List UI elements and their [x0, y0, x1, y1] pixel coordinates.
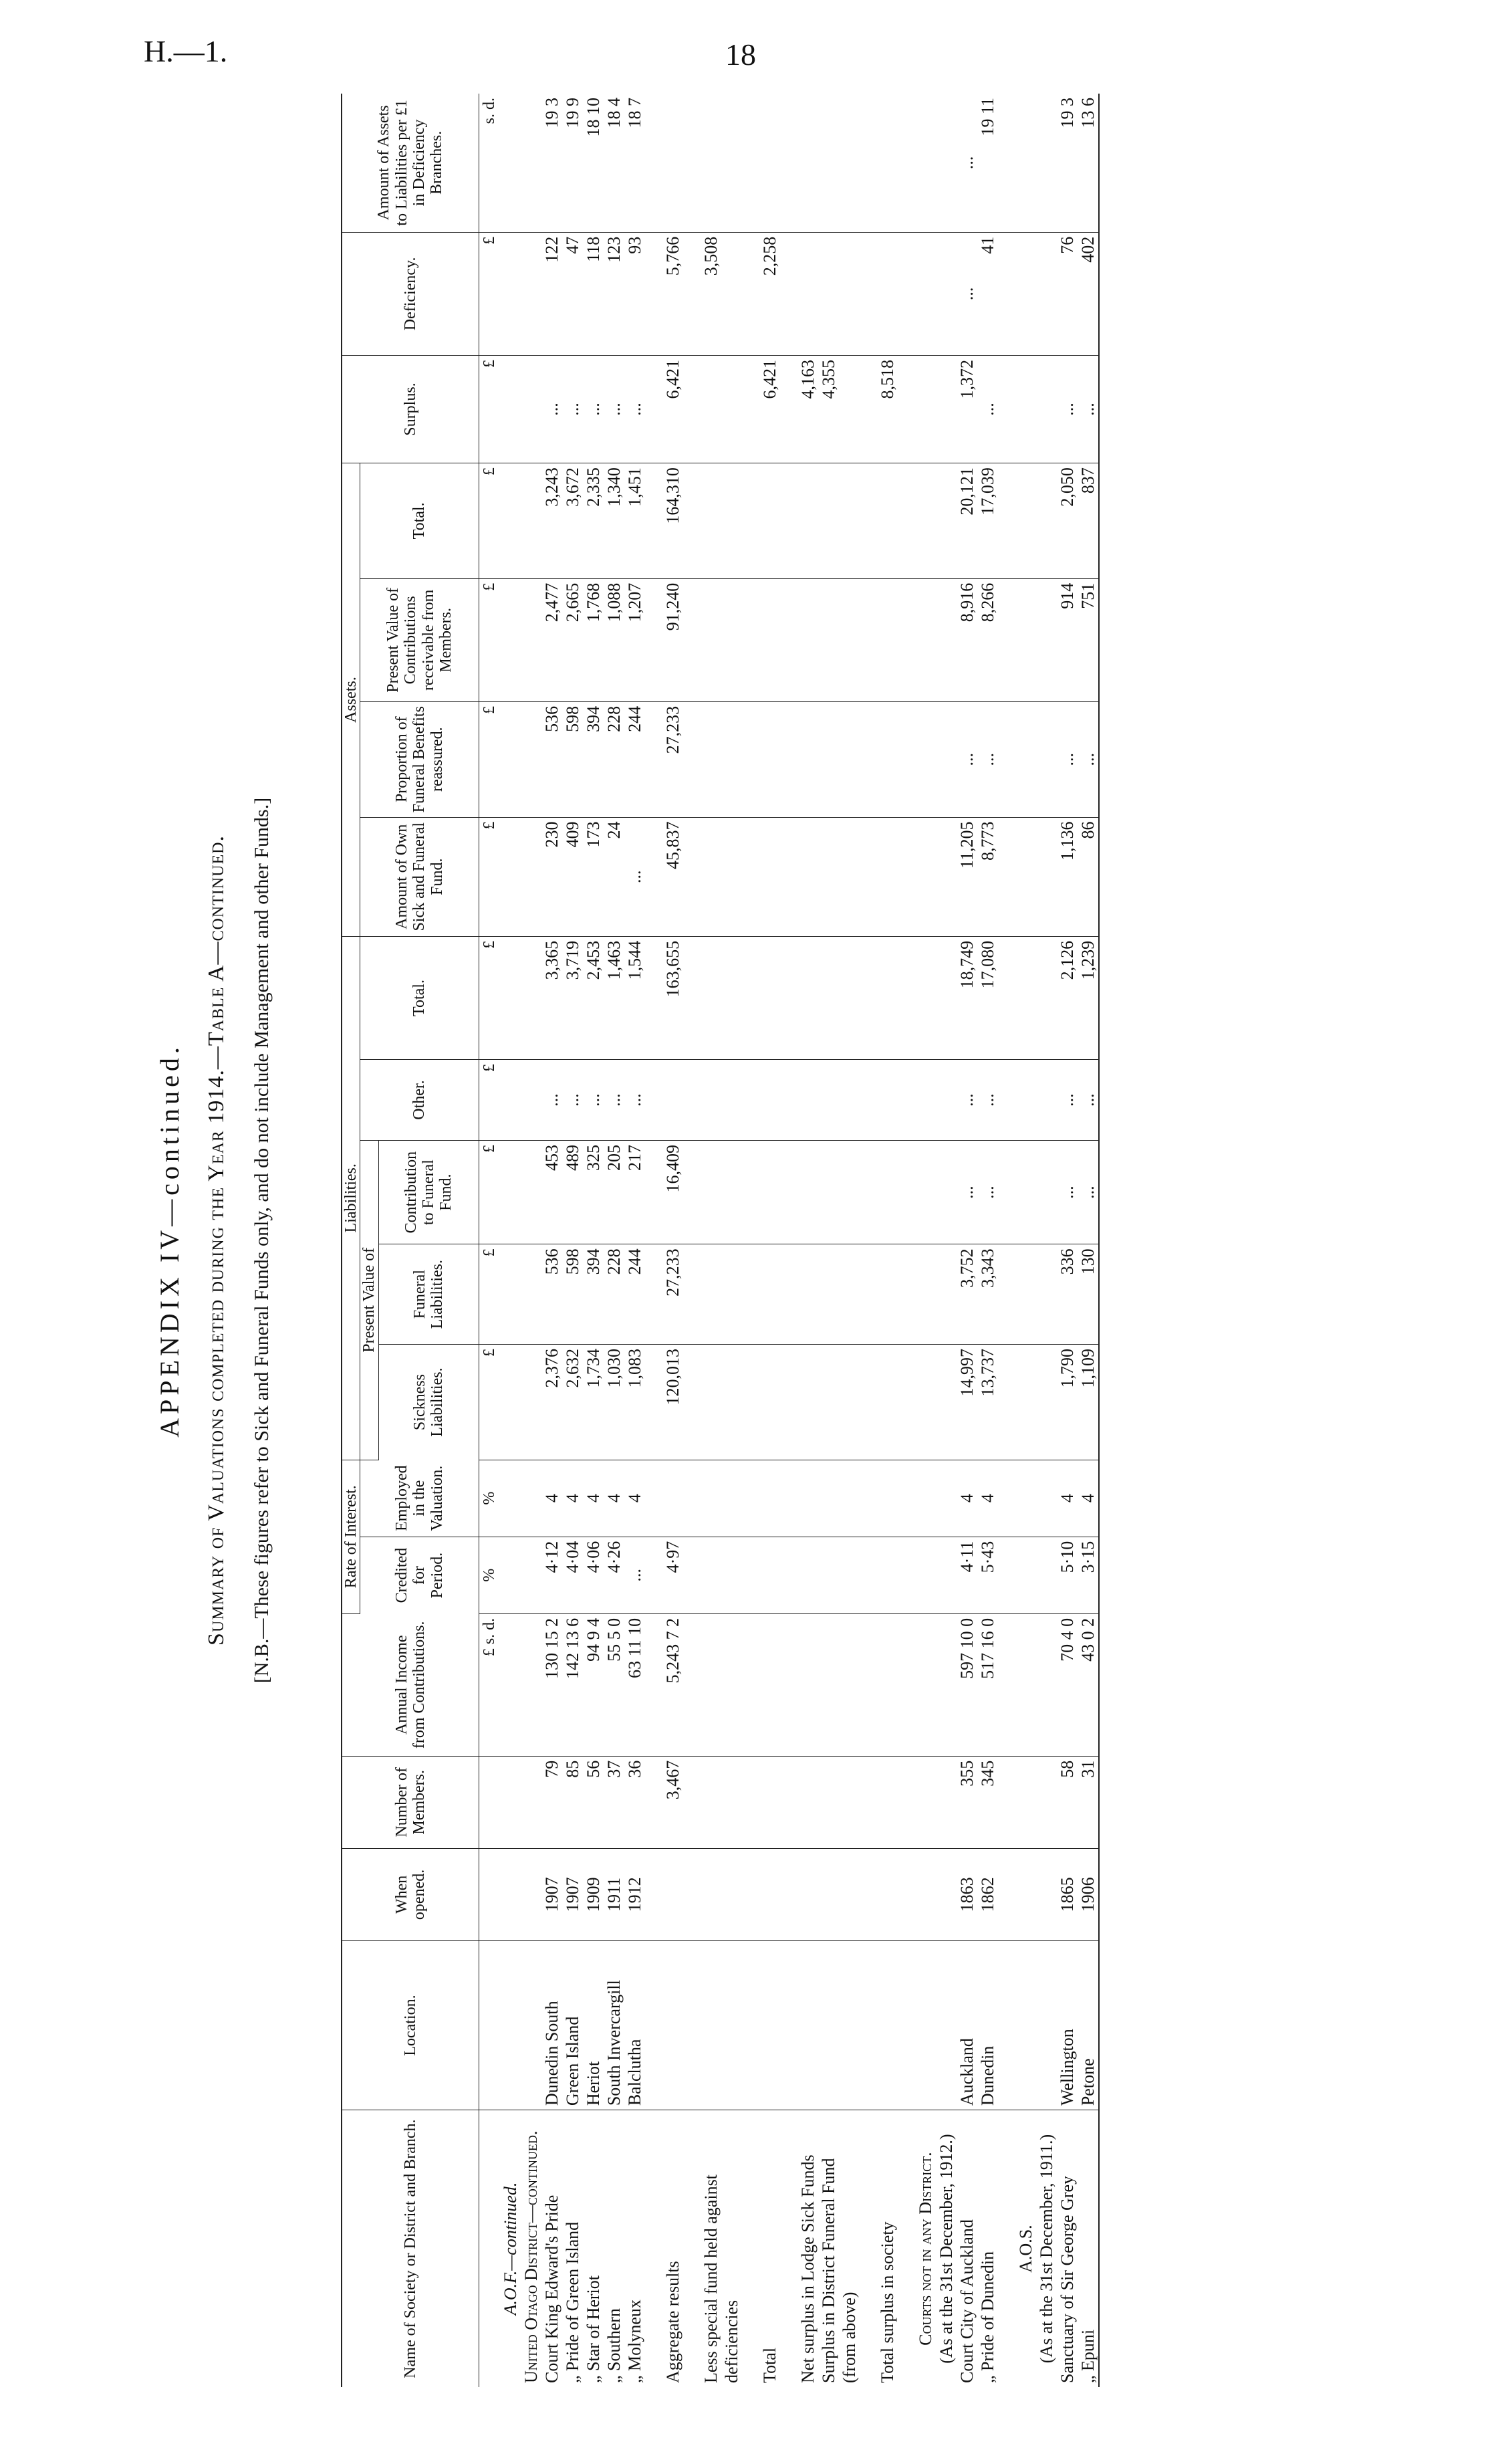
row-employed: 4 — [624, 1460, 645, 1537]
row-opened: 1911 — [604, 1848, 624, 1940]
row-contribution: 217 — [624, 1140, 645, 1244]
row-sickness: 1,109 — [1078, 1344, 1099, 1460]
row-surplus: ... — [977, 355, 998, 463]
row-employed: 4 — [583, 1460, 604, 1537]
section-united: United Otago District—continued. — [521, 2130, 541, 2383]
row-per-pound: 19 11 — [977, 94, 998, 232]
row-own-fund: 24 — [604, 817, 624, 936]
col-assets: Assets. — [342, 463, 360, 937]
unit: £ — [479, 1060, 500, 1141]
row-own-fund: 11,205 — [957, 817, 977, 936]
row-contribution: 453 — [541, 1140, 562, 1244]
special-fund-row — [701, 94, 742, 2387]
col-proportion: Proportion of Funeral Benefits reassured. — [360, 701, 479, 817]
row-funeral: 130 — [1078, 1244, 1099, 1345]
row-income: 142 13 6 — [562, 1613, 583, 1756]
row-opened: 1907 — [541, 1848, 562, 1940]
note: [N.B.—These figures refer to Sick and Funeral Funds only, and do not include Management and other Funds.] — [251, 797, 273, 1684]
page-number: 18 — [725, 37, 756, 72]
row-other: ... — [562, 1060, 583, 1141]
row-contribution: ... — [977, 1140, 998, 1244]
row-own-fund: 230 — [541, 817, 562, 936]
row-contribution: ... — [957, 1140, 977, 1244]
col-deficiency: Deficiency. — [342, 232, 479, 355]
section-aos: A.O.S. — [1015, 2225, 1035, 2273]
unit: £ — [479, 701, 500, 817]
row-liab-total: 17,080 — [977, 936, 998, 1059]
row-income: 43 0 2 — [1078, 1613, 1099, 1756]
row-employed: 4 — [541, 1460, 562, 1537]
row-per-pound: 13 6 — [1078, 94, 1099, 232]
row-income: 597 10 0 — [957, 1613, 977, 1756]
row-income: 55 5 0 — [604, 1613, 624, 1756]
row-sickness: 2,632 — [562, 1344, 583, 1460]
row-employed: 4 — [562, 1460, 583, 1537]
row-other: ... — [1078, 1060, 1099, 1141]
row-asset-total: 1,451 — [624, 463, 645, 579]
aggregate-members: 3,467 — [662, 1756, 683, 1848]
row-contribution: 325 — [583, 1140, 604, 1244]
row-deficiency: 47 — [562, 232, 583, 355]
row-per-pound: 19 9 — [562, 94, 583, 232]
row-sickness: 1,083 — [624, 1344, 645, 1460]
row-surplus: ... — [624, 355, 645, 463]
section-aos-date: (As at the 31st December, 1911.) — [1036, 2134, 1056, 2364]
table-row — [957, 94, 977, 2387]
section-courts-date: (As at the 31st December, 1912.) — [936, 2134, 956, 2364]
row-funeral: 3,343 — [977, 1244, 998, 1345]
col-funeral: Funeral Liabilities. — [378, 1244, 479, 1345]
row-asset-total: 3,243 — [541, 463, 562, 579]
row-opened: 1863 — [957, 1848, 977, 1940]
row-other: ... — [583, 1060, 604, 1141]
col-surplus: Surplus. — [342, 355, 479, 463]
row-per-pound: ... — [957, 94, 977, 232]
row-own-fund: 1,136 — [1057, 817, 1078, 936]
row-liab-total: 18,749 — [957, 936, 977, 1059]
table-row — [562, 94, 583, 2387]
row-deficiency: 402 — [1078, 232, 1099, 355]
district-surplus-value: 4,355 — [818, 355, 860, 463]
unit: £ s. d. — [479, 1613, 500, 1756]
row-income: 94 9 4 — [583, 1613, 604, 1756]
row-name: „ Southern — [604, 2308, 624, 2383]
row-liab-total: 2,453 — [583, 936, 604, 1059]
section-aof: A.O.F.—continued. — [500, 2182, 520, 2316]
row-proportion: ... — [957, 701, 977, 817]
unit: £ — [479, 232, 500, 355]
row-income: 517 16 0 — [977, 1613, 998, 1756]
row-name: „ Epuni — [1078, 2110, 1099, 2387]
row-employed: 4 — [1078, 1460, 1099, 1537]
row-asset-total: 17,039 — [977, 463, 998, 579]
row-credited: 5·43 — [977, 1537, 998, 1613]
unit: s. d. — [479, 94, 500, 232]
col-present-value: Present Value of — [360, 1140, 378, 1460]
row-funeral: 336 — [1057, 1244, 1078, 1345]
society-total-label: Total surplus in society — [877, 2221, 897, 2383]
row-asset-total: 2,335 — [583, 463, 604, 579]
row-own-fund: 86 — [1078, 817, 1099, 936]
row-liab-total: 3,719 — [562, 936, 583, 1059]
col-income: Annual Income from Contributions. — [342, 1613, 479, 1756]
row-pv-contrib: 8,916 — [957, 578, 977, 701]
row-per-pound: 18 10 — [583, 94, 604, 232]
row-asset-total: 2,050 — [1057, 463, 1078, 579]
row-proportion: ... — [977, 701, 998, 817]
total-deficiency: 2,258 — [759, 232, 780, 355]
unit: £ — [479, 936, 500, 1059]
row-own-fund: 8,773 — [977, 817, 998, 936]
rotated-page-body — [140, 94, 1444, 2387]
units-row — [479, 94, 500, 2387]
row-income: 70 4 0 — [1057, 1613, 1078, 1756]
row-name: Court City of Auckland — [957, 2219, 977, 2383]
col-liab-total: Total. — [360, 936, 479, 1059]
row-other: ... — [604, 1060, 624, 1141]
table-row — [1057, 94, 1078, 2387]
row-funeral: 394 — [583, 1244, 604, 1345]
row-members: 355 — [957, 1756, 977, 1848]
row-liab-total: 2,126 — [1057, 936, 1078, 1059]
row-credited: 4·26 — [604, 1537, 624, 1613]
society-total-value: 8,518 — [877, 355, 898, 463]
unit: £ — [479, 578, 500, 701]
row-other: ... — [977, 1060, 998, 1141]
row-proportion: 394 — [583, 701, 604, 817]
row-employed: 4 — [977, 1460, 998, 1537]
row-funeral: 3,752 — [957, 1244, 977, 1345]
net-surplus-row — [797, 94, 818, 2387]
row-credited: 4·06 — [583, 1537, 604, 1613]
aggregate-sickness: 120,013 — [662, 1344, 683, 1460]
aggregate-funeral: 27,233 — [662, 1244, 683, 1345]
district-surplus-row — [818, 94, 860, 2387]
table-row — [624, 94, 645, 2387]
col-own-fund: Amount of Own Sick and Funeral Fund. — [360, 817, 479, 936]
row-employed: 4 — [604, 1460, 624, 1537]
row-proportion: 228 — [604, 701, 624, 817]
net-surplus-label: Net surplus in Lodge Sick Funds — [797, 2154, 818, 2383]
unit: £ — [479, 1140, 500, 1244]
aggregate-own-fund: 45,837 — [662, 817, 683, 936]
row-members: 85 — [562, 1756, 583, 1848]
row-pv-contrib: 8,266 — [977, 578, 998, 701]
row-opened: 1865 — [1057, 1848, 1078, 1940]
row-credited: 4·04 — [562, 1537, 583, 1613]
row-pv-contrib: 1,207 — [624, 578, 645, 701]
row-members: 36 — [624, 1756, 645, 1848]
row-asset-total: 1,340 — [604, 463, 624, 579]
row-proportion: 536 — [541, 701, 562, 817]
row-location: Auckland — [957, 1940, 977, 2110]
row-credited: 4·11 — [957, 1537, 977, 1613]
total-surplus: 6,421 — [759, 355, 780, 463]
unit: £ — [479, 1344, 500, 1460]
special-fund-deficiency: 3,508 — [701, 232, 742, 355]
unit: £ — [479, 1244, 500, 1345]
row-other: ... — [624, 1060, 645, 1141]
row-surplus: ... — [1078, 355, 1099, 463]
row-members: 31 — [1078, 1756, 1099, 1848]
table-row — [1078, 94, 1099, 2387]
col-liabilities: Liabilities. — [342, 936, 360, 1460]
section-heading — [915, 94, 936, 2387]
row-opened: 1862 — [977, 1848, 998, 1940]
district-surplus-label: Surplus in District Funeral Fund (from above) — [818, 2158, 859, 2383]
row-location: Dunedin — [977, 1940, 998, 2110]
row-income: 130 15 2 — [541, 1613, 562, 1756]
row-liab-total: 1,463 — [604, 936, 624, 1059]
aggregate-label: Aggregate results — [662, 2261, 682, 2383]
col-rate-group: Rate of Interest. — [342, 1460, 360, 1613]
row-surplus: ... — [583, 355, 604, 463]
row-other: ... — [1057, 1060, 1078, 1141]
section-heading — [521, 94, 541, 2387]
row-credited: 5·10 — [1057, 1537, 1078, 1613]
row-liab-total: 1,239 — [1078, 936, 1099, 1059]
col-members: Number of Members. — [342, 1756, 479, 1848]
row-income: 63 11 10 — [624, 1613, 645, 1756]
row-credited: 3·15 — [1078, 1537, 1099, 1613]
section-courts: Courts not in any District. — [915, 2152, 935, 2346]
row-opened: 1912 — [624, 1848, 645, 1940]
row-asset-total: 20,121 — [957, 463, 977, 579]
row-pv-contrib: 1,768 — [583, 578, 604, 701]
row-sickness: 14,997 — [957, 1344, 977, 1460]
row-proportion: ... — [1057, 701, 1078, 817]
row-opened: 1907 — [562, 1848, 583, 1940]
col-name: Name of Society or District and Branch. — [342, 2110, 479, 2387]
row-members: 58 — [1057, 1756, 1078, 1848]
row-other: ... — [541, 1060, 562, 1141]
row-opened: 1909 — [583, 1848, 604, 1940]
row-contribution: ... — [1078, 1140, 1099, 1244]
row-pv-contrib: 914 — [1057, 578, 1078, 701]
row-deficiency: 76 — [1057, 232, 1078, 355]
row-employed: 4 — [957, 1460, 977, 1537]
row-sickness: 1,790 — [1057, 1344, 1078, 1460]
unit: £ — [479, 463, 500, 579]
section-heading — [1015, 94, 1036, 2387]
col-other: Other. — [360, 1060, 479, 1141]
row-members: 37 — [604, 1756, 624, 1848]
title-block — [140, 94, 334, 2387]
table-row — [541, 94, 562, 2387]
row-per-pound: 19 3 — [541, 94, 562, 232]
row-surplus: ... — [562, 355, 583, 463]
row-surplus: ... — [541, 355, 562, 463]
row-deficiency: 123 — [604, 232, 624, 355]
row-asset-total: 3,672 — [562, 463, 583, 579]
row-surplus: ... — [604, 355, 624, 463]
aggregate-contribution: 16,409 — [662, 1140, 683, 1244]
row-location: South Invercargill — [604, 1940, 624, 2110]
row-name: „ Pride of Green Island — [562, 2221, 582, 2383]
col-sickness: Sickness Liabilities. — [378, 1344, 479, 1460]
aggregate-proportion: 27,233 — [662, 701, 683, 817]
row-funeral: 228 — [604, 1244, 624, 1345]
row-opened: 1906 — [1078, 1848, 1099, 1940]
row-pv-contrib: 751 — [1078, 578, 1099, 701]
row-per-pound: 18 7 — [624, 94, 645, 232]
document-code: H.—1. — [144, 34, 228, 68]
row-other: ... — [957, 1060, 977, 1141]
row-pv-contrib: 2,665 — [562, 578, 583, 701]
aggregate-asset-total: 164,310 — [662, 463, 683, 579]
row-location: Heriot — [583, 1940, 604, 2110]
row-proportion: 598 — [562, 701, 583, 817]
row-deficiency: ... — [957, 232, 977, 355]
section-heading — [936, 94, 957, 2387]
row-deficiency: 41 — [977, 232, 998, 355]
col-location: Location. — [342, 1940, 479, 2110]
table-row — [977, 94, 998, 2387]
table-row — [583, 94, 604, 2387]
table-row — [604, 94, 624, 2387]
net-surplus-value: 4,163 — [797, 355, 818, 463]
row-name: Sanctuary of Sir George Grey — [1057, 2176, 1077, 2383]
col-asset-total: Total. — [360, 463, 479, 579]
row-deficiency: 118 — [583, 232, 604, 355]
row-proportion: ... — [1078, 701, 1099, 817]
total-label: Total — [759, 2347, 779, 2383]
col-rate-employed: Employed in the Valuation. — [360, 1460, 479, 1537]
appendix-title: APPENDIX IV—continued. — [154, 1043, 184, 1438]
col-opened: When opened. — [342, 1848, 479, 1940]
unit: £ — [479, 355, 500, 463]
row-credited: 4·12 — [541, 1537, 562, 1613]
row-sickness: 2,376 — [541, 1344, 562, 1460]
row-location: Balclutha — [624, 1940, 645, 2110]
row-asset-total: 837 — [1078, 463, 1099, 579]
summary-title: Summary of Valuations completed during the Year 1914.—Table A—continued. — [204, 835, 229, 1646]
row-per-pound: 19 3 — [1057, 94, 1078, 232]
aggregate-income: 5,243 7 2 — [662, 1613, 683, 1756]
row-own-fund: ... — [624, 817, 645, 936]
row-location: Wellington — [1057, 1940, 1078, 2110]
row-own-fund: 409 — [562, 817, 583, 936]
col-per-pound: Amount of Assets to Liabilities per £1 in Deficiency Branches. — [342, 94, 479, 232]
row-funeral: 536 — [541, 1244, 562, 1345]
total-row — [759, 94, 780, 2387]
society-total-row — [877, 94, 898, 2387]
row-pv-contrib: 2,477 — [541, 578, 562, 701]
row-members: 56 — [583, 1756, 604, 1848]
row-own-fund: 173 — [583, 817, 604, 936]
row-members: 345 — [977, 1756, 998, 1848]
row-credited: ... — [624, 1537, 645, 1613]
col-contribution: Contribution to Funeral Fund. — [378, 1140, 479, 1244]
valuation-table — [341, 94, 1100, 2387]
aggregate-credited: 4·97 — [662, 1537, 683, 1613]
section-heading — [500, 94, 521, 2387]
row-sickness: 1,030 — [604, 1344, 624, 1460]
row-contribution: 205 — [604, 1140, 624, 1244]
col-rate-credited: Credited for Period. — [360, 1537, 479, 1613]
row-name: Court King Edward's Pride — [541, 2195, 561, 2383]
row-funeral: 598 — [562, 1244, 583, 1345]
row-surplus: ... — [1057, 355, 1078, 463]
row-deficiency: 122 — [541, 232, 562, 355]
unit: % — [479, 1460, 500, 1537]
row-sickness: 13,737 — [977, 1344, 998, 1460]
row-liab-total: 3,365 — [541, 936, 562, 1059]
row-proportion: 244 — [624, 701, 645, 817]
aggregate-row — [662, 94, 683, 2387]
row-location: Dunedin South — [541, 1940, 562, 2110]
section-heading — [1036, 94, 1057, 2387]
aggregate-deficiency: 5,766 — [662, 232, 683, 355]
row-deficiency: 93 — [624, 232, 645, 355]
row-name: „ Molyneux — [624, 2300, 644, 2383]
row-contribution: ... — [1057, 1140, 1078, 1244]
aggregate-surplus: 6,421 — [662, 355, 683, 463]
row-liab-total: 1,544 — [624, 936, 645, 1059]
unit: £ — [479, 817, 500, 936]
col-pv-contrib: Present Value of Contributions receivable from Members. — [360, 578, 479, 701]
row-pv-contrib: 1,088 — [604, 578, 624, 701]
row-location: Green Island — [562, 1940, 583, 2110]
row-surplus: 1,372 — [957, 355, 977, 463]
row-name: „ Pride of Dunedin — [977, 2251, 997, 2383]
row-per-pound: 18 4 — [604, 94, 624, 232]
aggregate-liab-total: 163,655 — [662, 936, 683, 1059]
row-employed: 4 — [1057, 1460, 1078, 1537]
row-funeral: 244 — [624, 1244, 645, 1345]
row-sickness: 1,734 — [583, 1344, 604, 1460]
aggregate-pv-contrib: 91,240 — [662, 578, 683, 701]
row-name: „ Star of Heriot — [583, 2275, 603, 2383]
row-location: Petone — [1078, 1940, 1099, 2110]
row-contribution: 489 — [562, 1140, 583, 1244]
special-fund-label: Less special fund held against deficiencies — [701, 2174, 741, 2383]
unit: % — [479, 1537, 500, 1613]
row-members: 79 — [541, 1756, 562, 1848]
